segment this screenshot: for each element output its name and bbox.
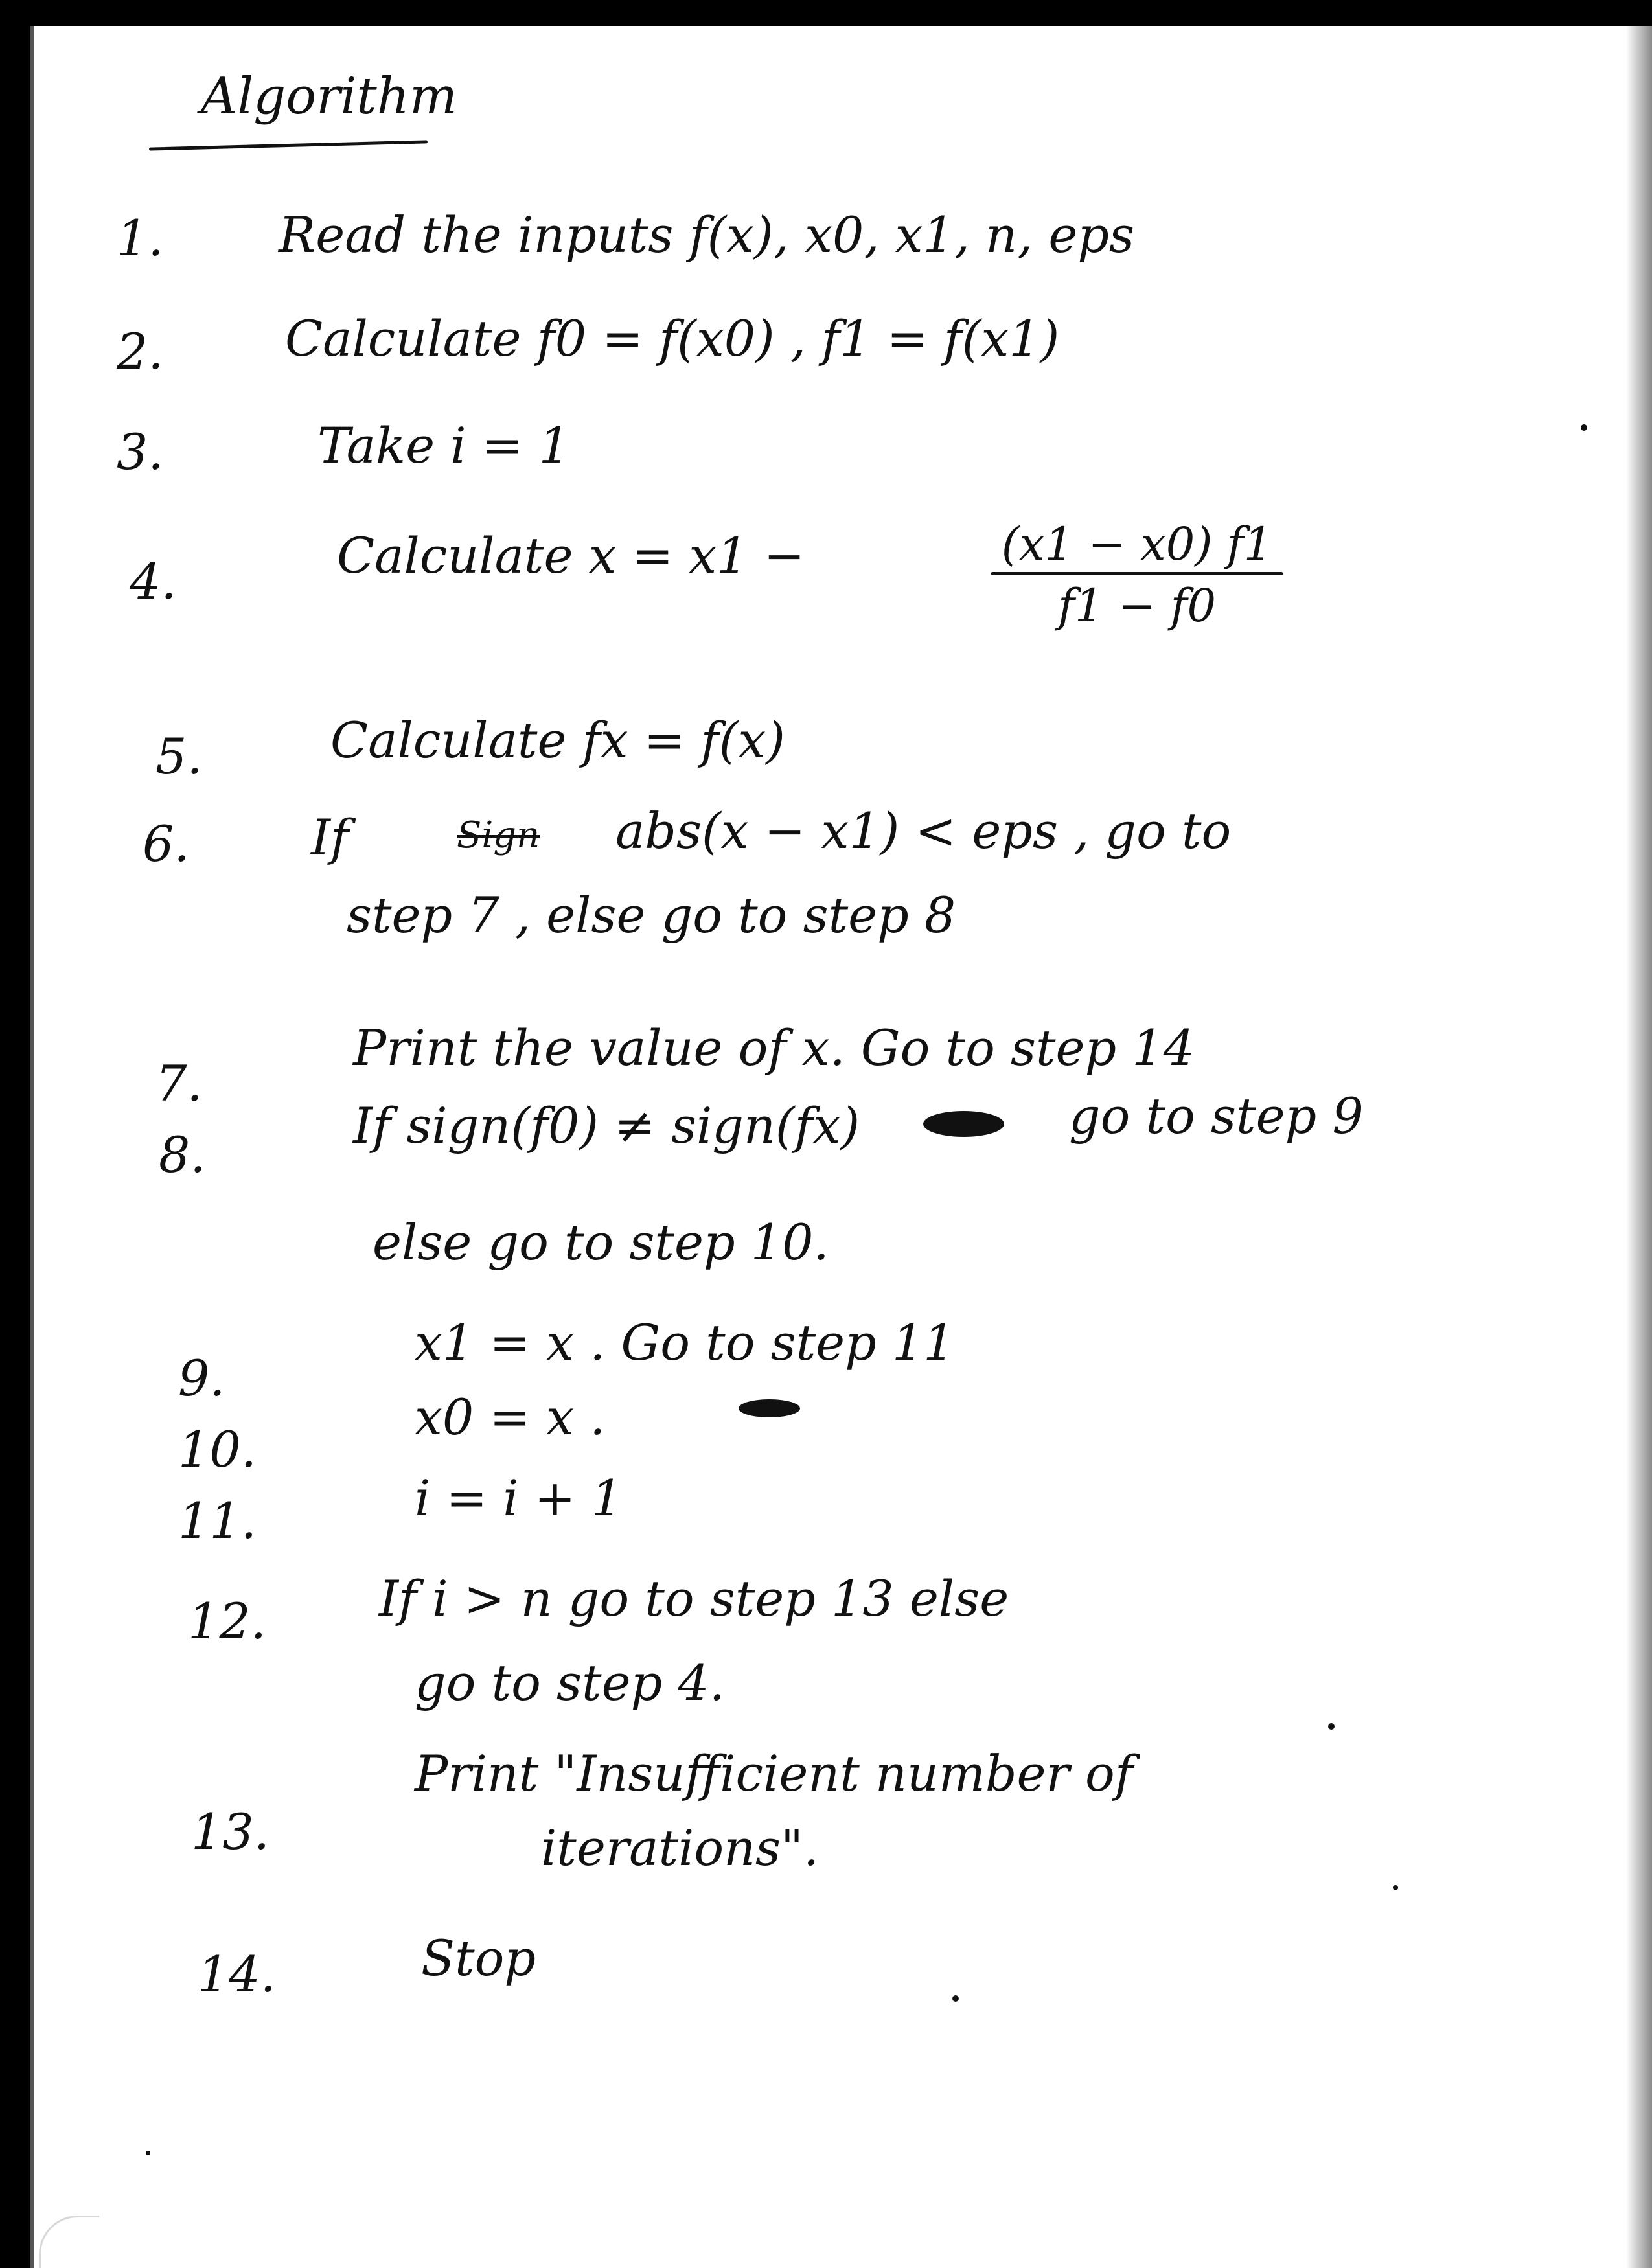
scan-left-border [0,26,30,2268]
step-text: Print the value of x. Go to step 14 [353,1019,1195,1077]
scribbled-out-word [739,1399,800,1417]
step-text: If [311,808,349,866]
step-text: Print "Insufficient number of [415,1745,1133,1802]
scan-top-border [0,0,1652,26]
scan-right-shadow [1626,26,1652,2268]
step-text: Calculate fx = f(x) [330,711,785,769]
step-text: Take i = 1 [317,417,570,474]
step-text: If i > n go to step 13 else [379,1570,1009,1627]
title-underline [149,140,428,150]
ink-speck [952,1995,959,2002]
fraction [985,518,1289,632]
ink-speck [146,2151,150,2155]
step-number: 8. [159,1126,206,1184]
ink-speck [1581,424,1587,431]
step-text: If sign(f0) ≠ sign(fx) [353,1097,860,1154]
step-number: 13. [191,1803,270,1861]
step-text: Stop [421,1929,536,1987]
step-number: 3. [117,423,164,481]
ink-speck [1328,1723,1335,1730]
step-number: 6. [143,815,190,873]
step-text-continued: else go to step 10. [373,1213,829,1271]
step-text: abs(x − x1) < eps , go to [615,802,1232,860]
step-number: 14. [198,1945,276,2003]
step-number: 11. [178,1492,257,1550]
step-text: i = i + 1 [415,1469,623,1527]
page-corner-mark [39,2216,99,2268]
fraction-denominator: f1 − f0 [1057,579,1217,632]
scribbled-out-word [923,1111,1004,1137]
step-text: go to step 9 [1069,1087,1364,1145]
fraction-numerator: (x1 − x0) f1 [1001,518,1273,571]
step-number: 4. [130,553,177,610]
step-number: 2. [117,323,164,380]
step-number: 9. [178,1349,225,1407]
step-text: x0 = x . [415,1388,606,1446]
step-number: 10. [178,1421,257,1478]
step-text-continued: step 7 , else go to step 8 [347,886,956,944]
step-text: Read the inputs f(x), x0, x1, n, eps [279,206,1135,264]
step-number: 7. [155,1055,203,1112]
step-text: Calculate f0 = f(x0) , f1 = f(x1) [285,310,1060,367]
struck-word: Sign [457,814,540,856]
step-number: 12. [188,1592,266,1650]
step-text-continued: go to step 4. [415,1654,725,1712]
ink-speck [1393,1885,1398,1890]
page-title: Algorithm [201,67,457,126]
step-number: 5. [155,727,203,785]
step-text: x1 = x . Go to step 11 [415,1314,955,1371]
step-number: 1. [117,209,164,267]
step-text-continued: iterations". [541,1819,820,1877]
step-text: Calculate x = x1 − [337,527,805,584]
scan-left-shadow [30,26,34,2268]
